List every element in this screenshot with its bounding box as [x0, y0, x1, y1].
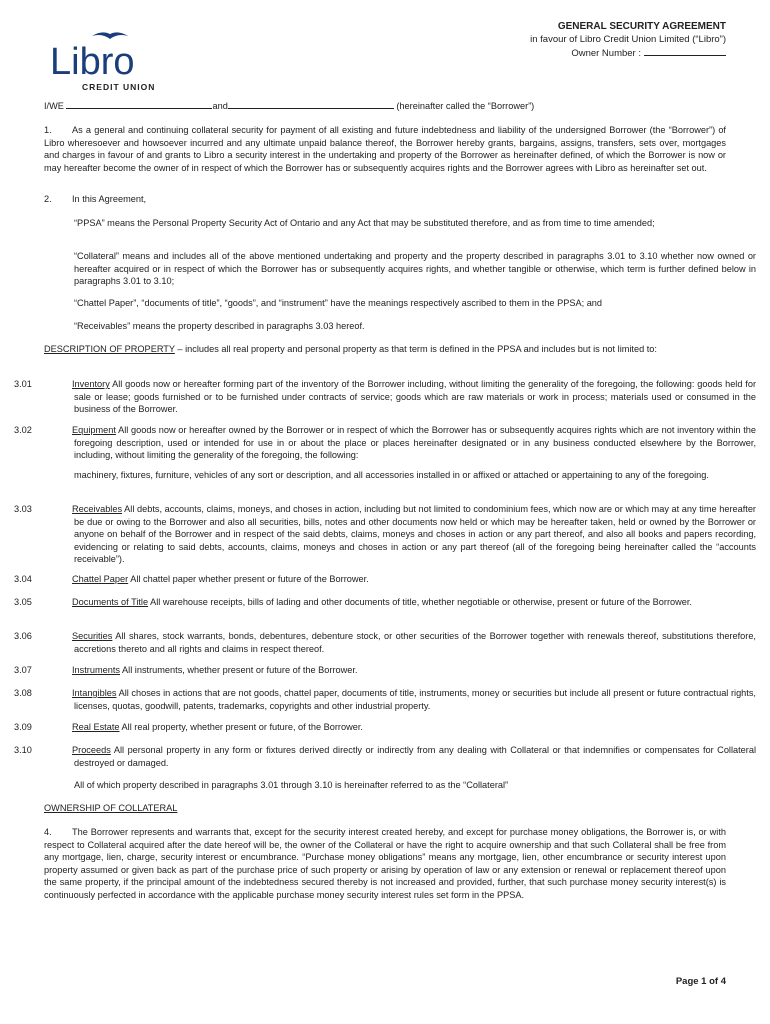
item-text: All personal property in any form or fixtures derived directly or indirectly from any dealing with Collateral or that indemnifies or compensates for Collateral destroyed or damaged. [74, 745, 756, 768]
paragraph-2 [44, 193, 726, 206]
ownership-heading [44, 802, 726, 815]
item-number: 3.06 [14, 631, 32, 641]
document-header [530, 20, 726, 60]
item-3-06 [14, 630, 756, 655]
equipment-extra: machinery, fixtures, furniture, vehicles of any sort or description, and all accessories installed in or affixed or attached or appertaining to any of the foregoing. [74, 470, 709, 480]
logo-subtitle: CREDIT UNION [82, 82, 156, 92]
item-3-01 [14, 378, 756, 416]
description-text: – includes all real property and personal property as that term is defined in the PPSA and includes but is not limited to: [174, 344, 657, 354]
borrower-name-field-2[interactable] [228, 99, 394, 109]
owner-number-label: Owner Number : [571, 48, 641, 59]
borrower-line [44, 99, 726, 113]
owner-number-row [530, 46, 726, 60]
bird-mark-icon [92, 32, 128, 39]
borrower-name-field-1[interactable] [66, 99, 212, 109]
item-number: 3.05 [14, 597, 32, 607]
item-title: Receivables [72, 504, 123, 514]
section-heading: OWNERSHIP OF COLLATERAL [44, 803, 178, 813]
item-number: 3.01 [14, 379, 32, 389]
item-3-04 [14, 573, 756, 586]
logo-wordmark: Libro [50, 41, 135, 83]
item-number: 3.08 [14, 688, 32, 698]
item-number: 3.10 [14, 745, 32, 755]
item-title: Chattel Paper [72, 574, 129, 584]
item-3-05 [14, 596, 756, 609]
item-number: 3.09 [14, 722, 32, 732]
paragraph-number: 1. [44, 125, 52, 135]
favour-line: in favour of Libro Credit Union Limited (“Libro”) [530, 34, 726, 45]
borrower-suffix: (hereinafter called the “Borrower”) [396, 101, 535, 111]
paragraph-text: As a general and continuing collateral security for payment of all existing and future indebtedness and liability of the undersigned Borrower (the “Borrower”) of Libro wheresoever and howsoever incurred and any ultimate unpaid balance thereof, the Borrower hereby grants, bargains, assigns, transfers, sets over, mortgages and charges in favour of and grants to Libro a security interest in the undertaking and property of the Borrower as hereinafter defined, of which the Borrower is now or may hereafter become the owner of in respect of which the Borrower has or subsequently acquires rights and the Borrower agrees with Libro as hereinafter set out. [44, 125, 726, 173]
item-text: All goods now or hereafter owned by the Borrower or in respect of which the Borrower has or subsequently acquires rights which are not inventory within the foregoing description, used or intended for use in or about the place or places hereinafter designated or in any business conducted elsewhere by the Borrower, including, without limiting the generality of the foregoing, the following: [74, 425, 756, 461]
definition-chattel-paper: “Chattel Paper”, “documents of title”, “goods”, and “instrument” have the meanings respectively ascribed to them in the PPSA; and [74, 298, 603, 308]
item-title: Inventory [72, 379, 110, 389]
item-text: All debts, accounts, claims, moneys, and choses in action, including but not limited to condominium fees, which now are or which may at any time hereafter be due or owing to the Borrower and also all securities, bills, notes and other documents now held or which may be hereafter taken, held or owned by the Borrower or anyone on behalf of the Borrower and in respect of the said debts, claims, moneys and choses in action or any part thereof, and also all books and papers recording, evidencing or relating to said debts, accounts, claims, moneys and choses in action or any part thereof (all of the foregoing being hereinafter called the “accounts receivable”). [74, 504, 756, 565]
item-3-08 [14, 687, 756, 712]
paragraph-number: 2. [44, 194, 52, 204]
item-title: Equipment [72, 425, 116, 435]
and-label: and [212, 101, 228, 111]
item-text: All choses in actions that are not goods, chattel paper, documents of title, instruments, money or securities but include all present or future contractual rights, licenses, quotas, goodwill, patents, trademarks, copyrights and other industrial property. [74, 688, 756, 711]
definition-ppsa: “PPSA” means the Personal Property Security Act of Ontario and any Act that may be substituted therefore, and as from time to time amended; [74, 218, 655, 228]
item-3-09 [14, 721, 756, 734]
item-3-07 [14, 664, 756, 677]
item-text: All chattel paper whether present or future of the Borrower. [128, 574, 369, 584]
owner-number-field[interactable] [644, 46, 726, 56]
description-of-property [44, 343, 756, 356]
document-title: GENERAL SECURITY AGREEMENT [557, 21, 726, 32]
item-number: 3.03 [14, 504, 32, 514]
section-heading: DESCRIPTION OF PROPERTY [44, 344, 175, 354]
item-number: 3.07 [14, 665, 32, 675]
item-text: All real property, whether present or future, of the Borrower. [119, 722, 363, 732]
definition-receivables: “Receivables” means the property described in paragraphs 3.03 hereof. [74, 321, 365, 331]
item-title: Real Estate [72, 722, 120, 732]
collateral-note: All of which property described in paragraphs 3.01 through 3.10 is hereinafter referred to as the “Collateral” [74, 780, 509, 790]
item-text: All warehouse receipts, bills of lading and other documents of title, whether negotiable or otherwise, present or future of the Borrower. [148, 597, 692, 607]
item-number: 3.02 [14, 425, 32, 435]
item-3-02 [14, 424, 756, 462]
paragraph-4 [44, 826, 726, 902]
iwe-label: I/WE [44, 101, 64, 111]
paragraph-number: 4. [44, 827, 52, 837]
item-text: All shares, stock warrants, bonds, debentures, debenture stock, or other securities of the Borrower together with renewals thereof, substitutions therefore, accretions thereto and all rights and claims in respect thereof. [74, 631, 756, 654]
item-text: All instruments, whether present or future of the Borrower. [120, 665, 358, 675]
item-text: All goods now or hereafter forming part of the inventory of the Borrower including, without limiting the generality of the foregoing, the following: goods held for sale or lease; goods furnished or to be furnished under contracts of service; goods which are raw materials or work in process; materials used or consumed in the business of the Borrower. [74, 379, 756, 415]
item-number: 3.04 [14, 574, 32, 584]
page-number: Page 1 of 4 [675, 976, 726, 987]
item-title: Proceeds [72, 745, 111, 755]
paragraph-intro: In this Agreement, [72, 194, 147, 204]
definition-collateral: “Collateral” means and includes all of the above mentioned undertaking and property and the property described in paragraphs 3.01 to 3.10 whether now owned or hereafter acquired or in respect of which the Borrower has or subsequently acquires rights, and whether tangible or otherwise, which term is further defined below in paragraphs 3.01 to 3.10; [74, 251, 756, 287]
item-title: Instruments [72, 665, 120, 675]
item-title: Securities [72, 631, 113, 641]
item-title: Documents of Title [72, 597, 149, 607]
paragraph-1 [44, 124, 726, 174]
paragraph-text: The Borrower represents and warrants that, except for the security interest created hereby, and except for purchase money obligations, the Borrower is, or with respect to Collateral acquired after the date hereof will be, the owner of the Collateral or have the right to acquire ownership and that such Collateral shall be free from any mortgage, lien, charge, security interest or encumbrance. “Purchase money obligations” means any mortgage, lien, other encumbrance or security interest upon property assumed or given back as part of the purchase price of such property or arising by operation of law or any extension or renewal or replacement thereof upon the same property, if the principal amount of the indebtedness secured thereby is not increased and provided, further, that such purchase money security interest(s) is continuously perfected in accordance with the applicable purchase money security interest rules set form in the PPSA. [44, 827, 726, 900]
item-title: Intangibles [72, 688, 117, 698]
item-3-10 [14, 744, 756, 769]
libro-logo [44, 28, 174, 94]
item-3-03 [14, 503, 756, 566]
